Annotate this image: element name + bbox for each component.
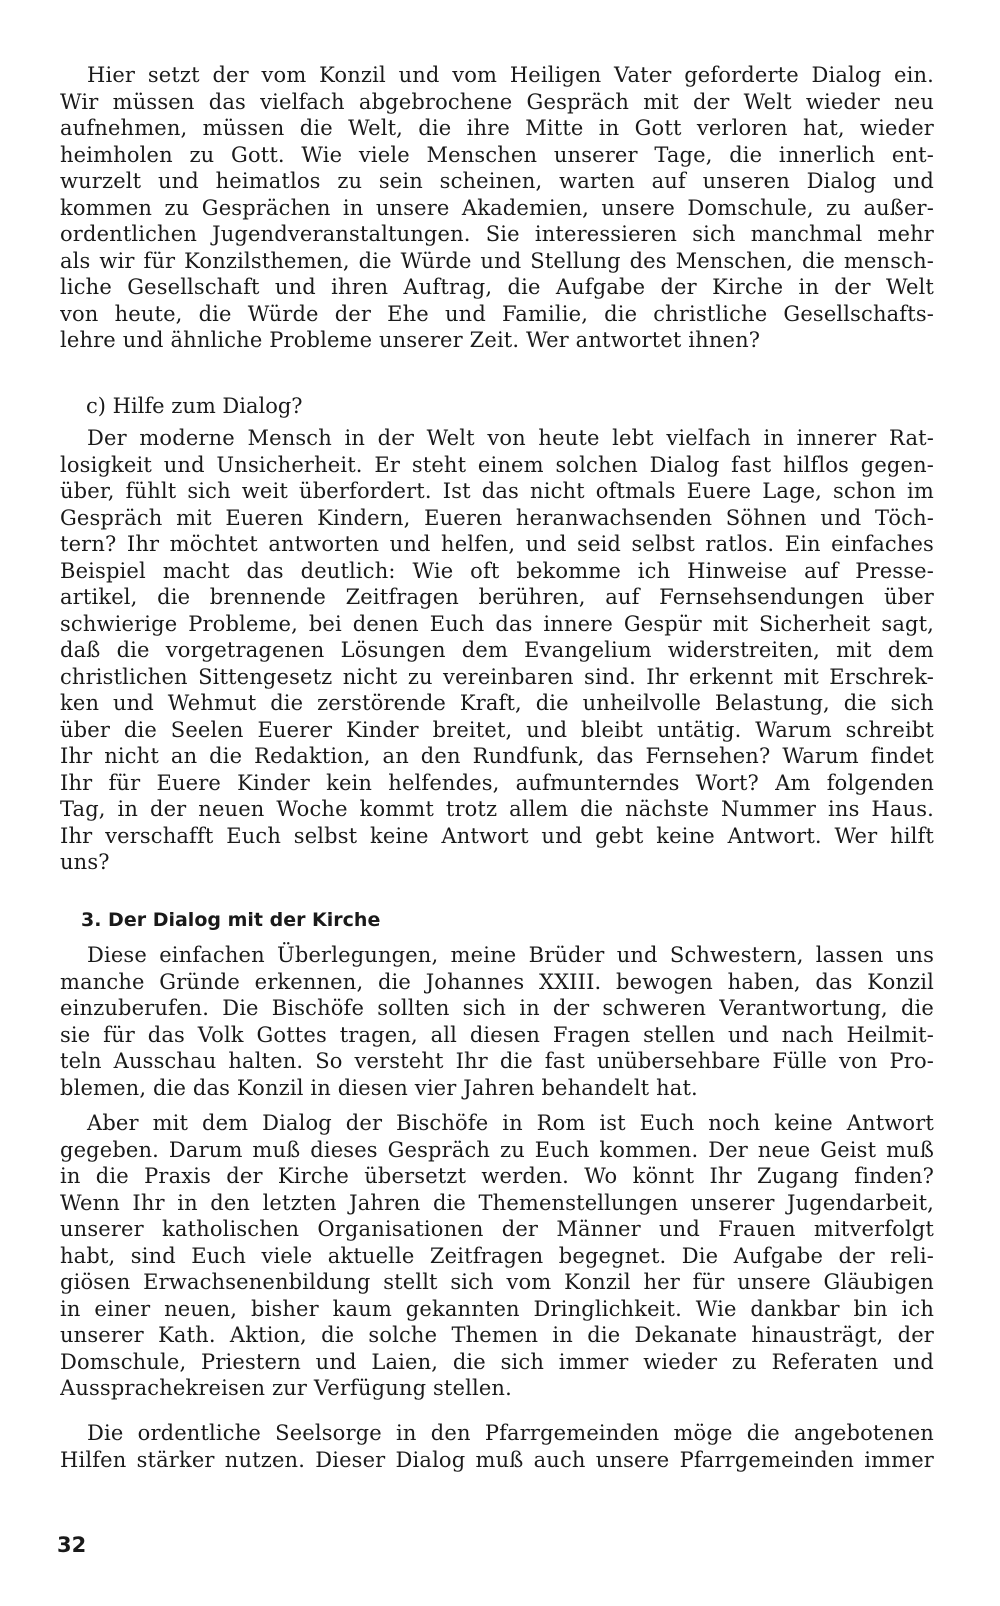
text-line: Die ordentliche Seelsorge in den Pfarrgemeinden möge die angebotenen bbox=[87, 1421, 934, 1445]
text-line: Diese einfachen Überlegungen, meine Brüder und Schwestern, lassen uns bbox=[87, 943, 934, 967]
text-line: Wenn Ihr in den letzten Jahren die Themenstellungen unserer Jugendarbeit, bbox=[60, 1190, 934, 1215]
paragraph-hilfe-zum-dialog bbox=[60, 425, 934, 876]
page-number: 32 bbox=[57, 1533, 87, 1557]
text-line: Ihr nicht an die Redaktion, an den Rundfunk, das Fernsehen? Warum findet bbox=[60, 744, 934, 768]
text-line: tern? Ihr möchtet antworten und helfen, und seid selbst ratlos. Ein einfaches bbox=[60, 532, 934, 556]
paragraph-ordentliche-seelsorge bbox=[60, 1420, 934, 1473]
text-line: als wir für Konzilsthemen, die Würde und Stellung des Menschen, die mensch- bbox=[60, 248, 934, 273]
text-line: ken und Wehmut die zerstörende Kraft, die unheilvolle Belastung, die sich bbox=[60, 691, 934, 715]
text-line: Ihr verschafft Euch selbst keine Antwort und gebt keine Antwort. Wer hilft bbox=[60, 823, 934, 848]
text-line: in einer neuen, bisher kaum gekannten Dringlichkeit. Wie dankbar bin ich bbox=[60, 1296, 934, 1321]
section-heading-dialog-mit-der-kirche: 3. Der Dialog mit der Kirche bbox=[81, 909, 381, 931]
text-line: artikel, die brennende Zeitfragen berühren, auf Fernsehsendungen über bbox=[60, 585, 934, 609]
text-line: habt, sind Euch viele aktuelle Zeitfragen begegnet. Die Aufgabe der reli- bbox=[60, 1243, 934, 1268]
text-line: Tag, in der neuen Woche kommt trotz allem die nächste Nummer ins Haus. bbox=[60, 797, 934, 821]
text-line: giösen Erwachsenenbildung stellt sich vom Konzil her für unsere Gläubigen bbox=[60, 1270, 934, 1294]
text-line: von heute, die Würde der Ehe und Familie, die christliche Gesellschafts- bbox=[60, 301, 934, 326]
text-line: wurzelt und heimatlos zu sein scheinen, warten auf unseren Dialog und bbox=[60, 169, 934, 193]
text-line: Domschule, Priestern und Laien, die sich immer wieder zu Referaten und bbox=[60, 1349, 934, 1374]
text-line: losigkeit und Unsicherheit. Er steht einem solchen Dialog fast hilflos gegen- bbox=[60, 452, 934, 477]
text-line: einzuberufen. Die Bischöfe sollten sich in der schweren Verantwortung, die bbox=[60, 996, 934, 1020]
text-line: Aussprachekreisen zur Verfügung stellen. bbox=[60, 1376, 512, 1400]
text-line: aufnehmen, müssen die Welt, die ihre Mitte in Gott verloren hat, wieder bbox=[60, 116, 934, 140]
text-line: blemen, die das Konzil in diesen vier Jahren behandelt hat. bbox=[60, 1075, 698, 1100]
text-line: lehre und ähnliche Probleme unserer Zeit. Wer antwortet ihnen? bbox=[60, 328, 761, 352]
text-line: manche Gründe erkennen, die Johannes XXIII. bewogen haben, das Konzil bbox=[60, 969, 934, 994]
text-line: schwierige Probleme, bei denen Euch das innere Gespür mit Sicherheit sagt, bbox=[60, 611, 934, 636]
text-line: Aber mit dem Dialog der Bischöfe in Rom ist Euch noch keine Antwort bbox=[87, 1111, 934, 1135]
text-line: daß die vorgetragenen Lösungen dem Evangelium widerstreiten, mit dem bbox=[60, 638, 934, 662]
text-line: heimholen zu Gott. Wie viele Menschen unserer Tage, die innerlich ent- bbox=[60, 142, 934, 167]
text-line: gegeben. Darum muß dieses Gespräch zu Euch kommen. Der neue Geist muß bbox=[60, 1137, 934, 1162]
text-line: liche Gesellschaft und ihren Auftrag, die Aufgabe der Kirche in der Welt bbox=[60, 275, 934, 299]
text-line: sie für das Volk Gottes tragen, all diesen Fragen stellen und nach Heilmit- bbox=[60, 1022, 934, 1047]
text-line: unserer katholischen Organisationen der Männer und Frauen mitverfolgt bbox=[60, 1217, 934, 1241]
text-line: in die Praxis der Kirche übersetzt werden. Wo könnt Ihr Zugang finden? bbox=[60, 1164, 934, 1188]
paragraph-dialog-intro bbox=[60, 62, 934, 354]
text-line: ordentlichen Jugendveranstaltungen. Sie interessieren sich manchmal mehr bbox=[60, 222, 934, 246]
text-line: Beispiel macht das deutlich: Wie oft bekomme ich Hinweise auf Presse- bbox=[60, 558, 934, 583]
text-line: Hier setzt der vom Konzil und vom Heiligen Vater geforderte Dialog ein. bbox=[87, 63, 934, 87]
paragraph-konzil-gruende bbox=[60, 942, 934, 1101]
text-line: uns? bbox=[60, 850, 110, 874]
text-line: Der moderne Mensch in der Welt von heute lebt vielfach in innerer Rat- bbox=[87, 426, 934, 450]
text-line: über, fühlt sich weit überfordert. Ist das nicht oftmals Euere Lage, schon im bbox=[60, 479, 934, 503]
text-line: über die Seelen Euerer Kinder breitet, und bleibt untätig. Warum schreibt bbox=[60, 717, 934, 742]
text-line: christlichen Sittengesetz nicht zu vereinbaren sind. Ihr erkennt mit Erschrek- bbox=[60, 664, 934, 689]
text-line: Wir müssen das vielfach abgebrochene Gespräch mit der Welt wieder neu bbox=[60, 89, 934, 114]
text-line: unserer Kath. Aktion, die solche Themen in die Dekanate hinausträgt, der bbox=[60, 1323, 934, 1347]
subheading-hilfe-zum-dialog: c) Hilfe zum Dialog? bbox=[86, 394, 303, 418]
text-line: Ihr für Euere Kinder kein helfendes, aufmunterndes Wort? Am folgenden bbox=[60, 770, 934, 795]
text-line: Gespräch mit Eueren Kindern, Eueren heranwachsenden Söhnen und Töch- bbox=[60, 505, 934, 530]
paragraph-dialog-der-bischoefe bbox=[60, 1110, 934, 1402]
text-line: teln Ausschau halten. So versteht Ihr die fast unübersehbare Fülle von Pro- bbox=[60, 1049, 934, 1073]
text-line: Hilfen stärker nutzen. Dieser Dialog muß auch unsere Pfarrgemeinden immer bbox=[60, 1447, 934, 1472]
text-line: kommen zu Gesprächen in unsere Akademien, unsere Domschule, zu außer- bbox=[60, 195, 934, 220]
